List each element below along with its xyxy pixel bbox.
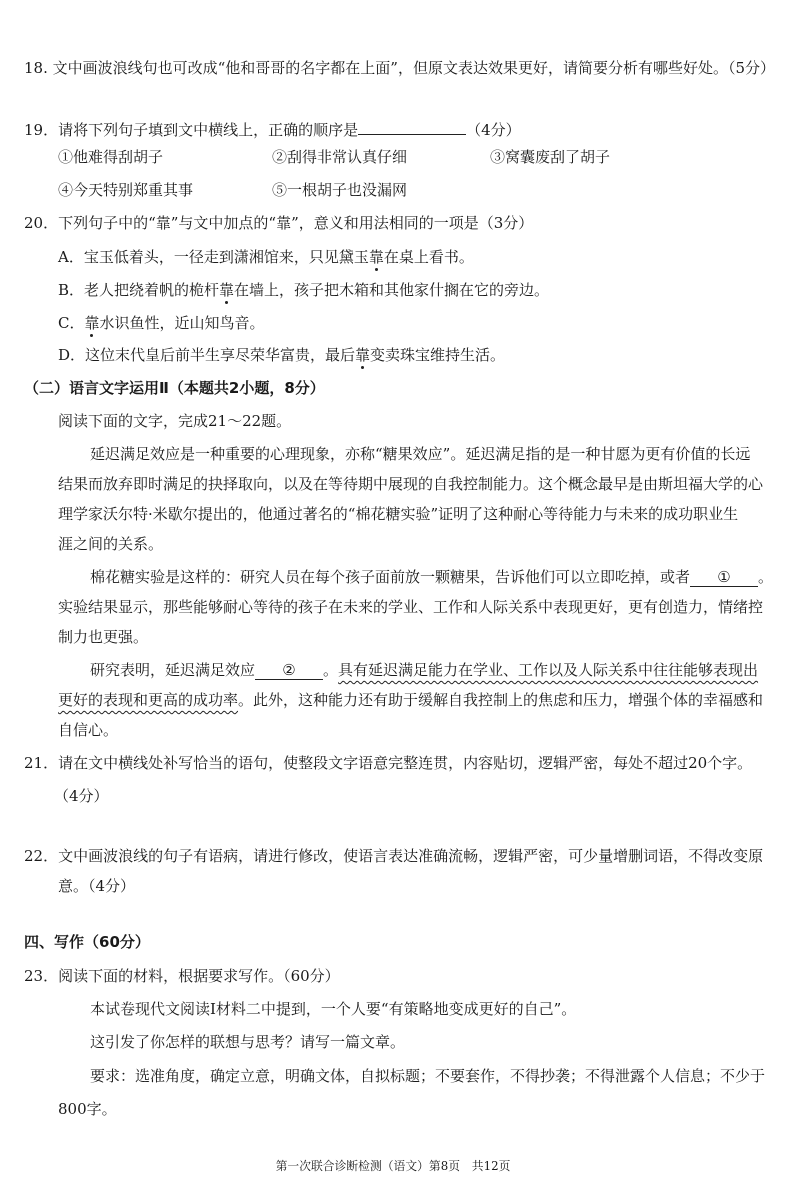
para3-line3: 自信心。 (58, 721, 119, 739)
question-22: 22．文中画波浪线的句子有语病，请进行修改，使语言表达准确流畅，逻辑严密，可少量增删词语，不得改变原 (24, 847, 764, 865)
para3-pre: 研究表明，延迟满足效应 (90, 661, 256, 679)
question-18: 18. 文中画波浪线句也可改成“他和哥哥的名字都在上面”，但原文表达效果更好，请简要分析有哪些好处。（5分） (24, 59, 776, 77)
para3-line2 (58, 690, 763, 710)
option-5: ⑤一根胡子也没漏网 (272, 181, 408, 199)
q20-b-pre: B．老人把绕着帆的桅杆 (58, 281, 220, 299)
requirement-line1: 要求：选准角度，确定立意，明确文体，自拟标题；不要套作，不得抄袭；不得泄露个人信息；不少于 (90, 1067, 766, 1085)
q20-b-post: 在墙上，孩子把木箱和其他家什搁在它的旁边。 (234, 281, 550, 299)
question-21: 21．请在文中横线处补写恰当的语句，使整段文字语意完整连贯，内容贴切，逻辑严密，每处不超过20个字。 (24, 754, 753, 772)
answer-blank[interactable] (358, 115, 466, 135)
option-3: ③窝囊废刮了胡子 (490, 148, 611, 166)
material-line2: 这引发了你怎样的联想与思考？请写一篇文章。 (90, 1033, 406, 1051)
q20-a-pre: A．宝玉低着头，一径走到潇湘馆来，只见黛玉 (58, 248, 369, 266)
para3-post: 。此外，这种能力还有助于缓解自我控制上的焦虑和压力，增强个体的幸福感和 (238, 691, 764, 709)
para1-line1: 延迟满足效应是一种重要的心理现象，亦称“糖果效应”。延迟满足指的是一种甘愿为更有价值的长远 (90, 445, 751, 463)
question-20: 20．下列句子中的“靠”与文中加点的“靠”，意义和用法相同的一项是（3分） (24, 214, 534, 232)
dotted-char: 靠 (355, 346, 371, 364)
reading-intro: 阅读下面的文字，完成21～22题。 (58, 412, 292, 430)
wavy-sentence-part1: 具有延迟满足能力在学业、工作以及人际关系中往往能够表现出 (338, 661, 759, 679)
para2-line3: 制力也更强。 (58, 628, 149, 646)
page-footer: 第一次联合诊断检测（语文）第8页 共12页 (275, 1159, 511, 1173)
option-2: ②刮得非常认真仔细 (272, 148, 408, 166)
para2-text: 棉花糖实验是这样的：研究人员在每个孩子面前放一颗糖果，告诉他们可以立即吃掉，或者 (90, 568, 691, 586)
dotted-char: 靠 (84, 314, 100, 332)
para1-line3: 理学家沃尔特·米歇尔提出的，他通过著名的“棉花糖实验”证明了这种耐心等待能力与未来的成功职业生 (58, 505, 739, 523)
option-1: ①他难得刮胡子 (58, 148, 164, 166)
para2-period: 。 (758, 568, 774, 586)
para2-line2: 实验结果显示，那些能够耐心等待的孩子在未来的学业、工作和人际关系中表现更好，更有创造力，情绪控 (58, 598, 764, 616)
dotted-char: 靠 (219, 281, 235, 299)
q20-c-pre: C． (58, 314, 85, 332)
requirement-line2: 800字。 (58, 1100, 117, 1118)
question-21-score: （4分） (54, 787, 109, 805)
para3-period: 。 (323, 661, 339, 679)
q20-option-b (58, 280, 549, 300)
q20-option-a (58, 247, 474, 267)
section-2-title: （二）语言文字运用Ⅱ（本题共2小题，8分） (24, 379, 325, 397)
para3-line1 (90, 660, 758, 680)
dotted-char: 靠 (368, 248, 384, 266)
q20-d-post: 变卖珠宝维持生活。 (370, 346, 506, 364)
q20-option-d (58, 345, 505, 365)
q20-option-c (58, 313, 265, 333)
q20-c-post: 水识鱼性，近山知鸟音。 (99, 314, 265, 332)
blank-1[interactable]: ① (690, 567, 758, 587)
para1-line4: 涯之间的关系。 (58, 535, 164, 553)
section-4-title: 四、写作（60分） (24, 933, 150, 951)
para1-line2: 结果而放弃即时满足的抉择取向，以及在等待期中展现的自我控制能力。这个概念最早是由斯坦福大学的心 (58, 475, 764, 493)
question-22-line2: 意。（4分） (58, 877, 136, 895)
question-19 (24, 115, 521, 140)
material-line1: 本试卷现代文阅读Ⅰ材料二中提到，一个人要“有策略地变成更好的自己”。 (90, 1000, 577, 1018)
para2-line1 (90, 567, 773, 587)
q20-d-pre: D．这位末代皇后前半生享尽荣华富贵，最后 (58, 346, 356, 364)
question-23: 23．阅读下面的材料，根据要求写作。（60分） (24, 967, 340, 985)
q20-a-post: 在桌上看书。 (383, 248, 474, 266)
option-4: ④今天特别郑重其事 (58, 181, 194, 199)
wavy-sentence-part2: 更好的表现和更高的成功率 (58, 691, 239, 709)
blank-2[interactable]: ② (255, 660, 323, 680)
question-19-stem: 19．请将下列句子填到文中横线上，正确的顺序是 (24, 121, 359, 139)
question-19-score: （4分） (466, 121, 521, 139)
